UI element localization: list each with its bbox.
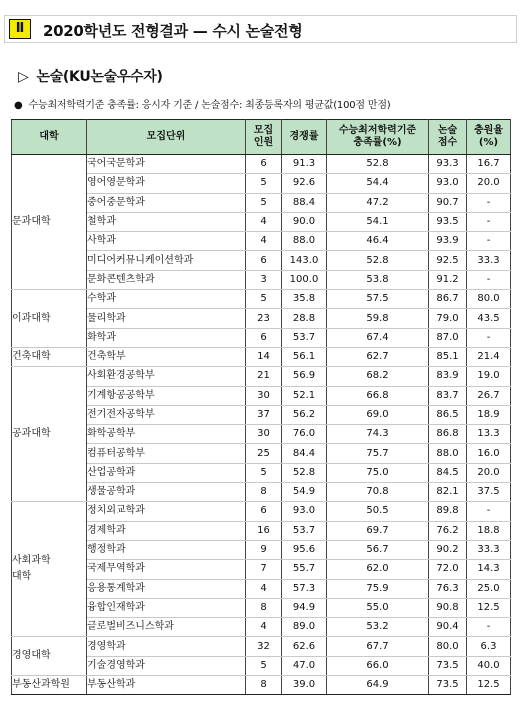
essay-score-cell: 93.5 — [429, 212, 467, 231]
table-row — [12, 328, 511, 347]
competition-cell: 55.7 — [282, 560, 327, 579]
unit-cell: 생물공학과 — [87, 483, 246, 502]
essay-score-cell: 84.5 — [429, 463, 467, 482]
table-row — [12, 386, 511, 405]
csat-rate-cell: 55.0 — [327, 598, 429, 617]
essay-score-cell: 93.0 — [429, 174, 467, 193]
csat-rate-cell: 56.7 — [327, 540, 429, 559]
quota-cell: 14 — [246, 347, 282, 366]
essay-score-cell: 90.8 — [429, 598, 467, 617]
unit-cell: 경영학과 — [87, 637, 246, 656]
unit-cell: 행정학과 — [87, 540, 246, 559]
table-row — [12, 637, 511, 656]
essay-score-cell: 82.1 — [429, 483, 467, 502]
quota-cell: 8 — [246, 483, 282, 502]
waitlist-rate-cell: 80.0 — [467, 290, 511, 309]
unit-cell: 기계항공공학부 — [87, 386, 246, 405]
quota-cell: 6 — [246, 155, 282, 174]
quota-cell: 8 — [246, 598, 282, 617]
waitlist-rate-cell: 18.9 — [467, 405, 511, 424]
unit-cell: 국어국문학과 — [87, 155, 246, 174]
essay-score-cell: 90.7 — [429, 193, 467, 212]
quota-cell: 6 — [246, 502, 282, 521]
unit-cell: 경제학과 — [87, 521, 246, 540]
waitlist-rate-cell: 16.0 — [467, 444, 511, 463]
essay-score-cell: 76.2 — [429, 521, 467, 540]
results-table — [11, 119, 511, 695]
unit-cell: 문화콘텐츠학과 — [87, 270, 246, 289]
essay-score-cell: 73.5 — [429, 656, 467, 675]
unit-cell: 물리학과 — [87, 309, 246, 328]
quota-cell: 4 — [246, 618, 282, 637]
competition-cell: 143.0 — [282, 251, 327, 270]
competition-cell: 76.0 — [282, 425, 327, 444]
bullet-icon: ● — [14, 100, 23, 111]
college-cell: 부동산과학원 — [12, 676, 87, 695]
table-row — [12, 560, 511, 579]
waitlist-rate-cell: 16.7 — [467, 155, 511, 174]
essay-score-cell: 93.9 — [429, 232, 467, 251]
unit-cell: 미디어커뮤니케이션학과 — [87, 251, 246, 270]
table-header-row — [12, 120, 511, 155]
quota-cell: 23 — [246, 309, 282, 328]
table-row — [12, 290, 511, 309]
unit-cell: 사회환경공학부 — [87, 367, 246, 386]
competition-cell: 53.7 — [282, 328, 327, 347]
college-cell: 문과대학 — [12, 155, 87, 290]
table-row — [12, 598, 511, 617]
competition-cell: 62.6 — [282, 637, 327, 656]
waitlist-rate-cell: 13.3 — [467, 425, 511, 444]
csat-rate-cell: 70.8 — [327, 483, 429, 502]
unit-cell: 정치외교학과 — [87, 502, 246, 521]
quota-cell: 5 — [246, 290, 282, 309]
essay-score-cell: 90.2 — [429, 540, 467, 559]
waitlist-rate-cell: 25.0 — [467, 579, 511, 598]
waitlist-rate-cell: - — [467, 212, 511, 231]
unit-cell: 산업공학과 — [87, 463, 246, 482]
competition-cell: 88.4 — [282, 193, 327, 212]
competition-cell: 93.0 — [282, 502, 327, 521]
essay-score-cell: 87.0 — [429, 328, 467, 347]
college-cell: 경영대학 — [12, 637, 87, 676]
table-row — [12, 463, 511, 482]
table-row — [12, 155, 511, 174]
quota-cell: 6 — [246, 328, 282, 347]
section-heading-text: 논술(KU논술우수자) — [36, 69, 163, 85]
csat-rate-cell: 46.4 — [327, 232, 429, 251]
section-heading — [18, 66, 163, 86]
unit-cell: 기술경영학과 — [87, 656, 246, 675]
csat-rate-cell: 53.8 — [327, 270, 429, 289]
table-row — [12, 270, 511, 289]
quota-cell: 5 — [246, 463, 282, 482]
competition-cell: 28.8 — [282, 309, 327, 328]
competition-cell: 53.7 — [282, 521, 327, 540]
csat-rate-cell: 66.8 — [327, 386, 429, 405]
unit-cell: 화학공학부 — [87, 425, 246, 444]
quota-cell: 21 — [246, 367, 282, 386]
essay-score-cell: 76.3 — [429, 579, 467, 598]
table-row — [12, 347, 511, 366]
unit-cell: 수학과 — [87, 290, 246, 309]
waitlist-rate-cell: - — [467, 270, 511, 289]
essay-score-cell: 91.2 — [429, 270, 467, 289]
section-number-badge: Ⅱ — [9, 19, 31, 39]
csat-rate-cell: 75.0 — [327, 463, 429, 482]
csat-rate-cell: 52.8 — [327, 251, 429, 270]
unit-cell: 국제무역학과 — [87, 560, 246, 579]
waitlist-rate-cell: 19.0 — [467, 367, 511, 386]
competition-cell: 89.0 — [282, 618, 327, 637]
header-college: 대학 — [12, 120, 87, 155]
csat-rate-cell: 52.8 — [327, 155, 429, 174]
csat-rate-cell: 69.0 — [327, 405, 429, 424]
unit-cell: 철학과 — [87, 212, 246, 231]
essay-score-cell: 83.9 — [429, 367, 467, 386]
csat-rate-cell: 54.1 — [327, 212, 429, 231]
csat-rate-cell: 66.0 — [327, 656, 429, 675]
header-csat-rate: 수능최저학력기준 충족률(%) — [327, 120, 429, 155]
table-row — [12, 174, 511, 193]
unit-cell: 응용통계학과 — [87, 579, 246, 598]
unit-cell: 건축학부 — [87, 347, 246, 366]
essay-score-cell: 85.1 — [429, 347, 467, 366]
waitlist-rate-cell: 14.3 — [467, 560, 511, 579]
page-title: 2020학년도 전형결과 — 수시 논술전형 — [43, 22, 303, 40]
competition-cell: 88.0 — [282, 232, 327, 251]
waitlist-rate-cell: 40.0 — [467, 656, 511, 675]
table-row — [12, 521, 511, 540]
quota-cell: 4 — [246, 212, 282, 231]
competition-cell: 54.9 — [282, 483, 327, 502]
csat-rate-cell: 54.4 — [327, 174, 429, 193]
table-row — [12, 540, 511, 559]
essay-score-cell: 93.3 — [429, 155, 467, 174]
unit-cell: 사학과 — [87, 232, 246, 251]
competition-cell: 56.2 — [282, 405, 327, 424]
waitlist-rate-cell: 20.0 — [467, 463, 511, 482]
quota-cell: 9 — [246, 540, 282, 559]
competition-cell: 100.0 — [282, 270, 327, 289]
competition-cell: 47.0 — [282, 656, 327, 675]
title-bar — [4, 15, 517, 43]
csat-rate-cell: 53.2 — [327, 618, 429, 637]
quota-cell: 5 — [246, 656, 282, 675]
waitlist-rate-cell: 21.4 — [467, 347, 511, 366]
table-row — [12, 367, 511, 386]
quota-cell: 37 — [246, 405, 282, 424]
table-row — [12, 193, 511, 212]
csat-rate-cell: 75.9 — [327, 579, 429, 598]
quota-cell: 6 — [246, 251, 282, 270]
quota-cell: 32 — [246, 637, 282, 656]
waitlist-rate-cell: 43.5 — [467, 309, 511, 328]
essay-score-cell: 73.5 — [429, 676, 467, 695]
csat-rate-cell: 67.4 — [327, 328, 429, 347]
quota-cell: 5 — [246, 193, 282, 212]
csat-rate-cell: 62.0 — [327, 560, 429, 579]
header-competition: 경쟁률 — [282, 120, 327, 155]
unit-cell: 글로벌비즈니스학과 — [87, 618, 246, 637]
csat-rate-cell: 50.5 — [327, 502, 429, 521]
college-cell: 건축대학 — [12, 347, 87, 366]
waitlist-rate-cell: - — [467, 618, 511, 637]
unit-cell: 부동산학과 — [87, 676, 246, 695]
table-row — [12, 309, 511, 328]
competition-cell: 84.4 — [282, 444, 327, 463]
header-waitlist-rate: 충원율 (%) — [467, 120, 511, 155]
csat-rate-cell: 64.9 — [327, 676, 429, 695]
quota-cell: 30 — [246, 386, 282, 405]
csat-rate-cell: 74.3 — [327, 425, 429, 444]
quota-cell: 5 — [246, 174, 282, 193]
competition-cell: 56.1 — [282, 347, 327, 366]
csat-rate-cell: 67.7 — [327, 637, 429, 656]
unit-cell: 화학과 — [87, 328, 246, 347]
waitlist-rate-cell: - — [467, 502, 511, 521]
table-row — [12, 405, 511, 424]
quota-cell: 30 — [246, 425, 282, 444]
csat-rate-cell: 69.7 — [327, 521, 429, 540]
competition-cell: 35.8 — [282, 290, 327, 309]
table-row — [12, 212, 511, 231]
waitlist-rate-cell: - — [467, 232, 511, 251]
csat-rate-cell: 75.7 — [327, 444, 429, 463]
competition-cell: 52.8 — [282, 463, 327, 482]
csat-rate-cell: 62.7 — [327, 347, 429, 366]
header-essay-score: 논술 점수 — [429, 120, 467, 155]
table-row — [12, 618, 511, 637]
waitlist-rate-cell: 6.3 — [467, 637, 511, 656]
college-cell: 사회과학 대학 — [12, 502, 87, 637]
criteria-note-text: 수능최저학력기준 충족률: 응시자 기준 / 논술점수: 최종등록자의 평균값(100점 만점) — [28, 100, 391, 111]
quota-cell: 4 — [246, 579, 282, 598]
competition-cell: 91.3 — [282, 155, 327, 174]
waitlist-rate-cell: 33.3 — [467, 540, 511, 559]
competition-cell: 52.1 — [282, 386, 327, 405]
table-row — [12, 444, 511, 463]
competition-cell: 57.3 — [282, 579, 327, 598]
csat-rate-cell: 59.8 — [327, 309, 429, 328]
header-unit: 모집단위 — [87, 120, 246, 155]
table-row — [12, 425, 511, 444]
unit-cell: 전기전자공학부 — [87, 405, 246, 424]
waitlist-rate-cell: 37.5 — [467, 483, 511, 502]
essay-score-cell: 88.0 — [429, 444, 467, 463]
waitlist-rate-cell: 26.7 — [467, 386, 511, 405]
essay-score-cell: 90.4 — [429, 618, 467, 637]
csat-rate-cell: 47.2 — [327, 193, 429, 212]
table-row — [12, 483, 511, 502]
csat-rate-cell: 68.2 — [327, 367, 429, 386]
competition-cell: 90.0 — [282, 212, 327, 231]
waitlist-rate-cell: 18.8 — [467, 521, 511, 540]
triangle-right-icon: ▷ — [18, 69, 29, 85]
unit-cell: 영어영문학과 — [87, 174, 246, 193]
essay-score-cell: 83.7 — [429, 386, 467, 405]
quota-cell: 16 — [246, 521, 282, 540]
essay-score-cell: 86.7 — [429, 290, 467, 309]
table-row — [12, 502, 511, 521]
table-row — [12, 232, 511, 251]
quota-cell: 4 — [246, 232, 282, 251]
csat-rate-cell: 57.5 — [327, 290, 429, 309]
table-row — [12, 251, 511, 270]
essay-score-cell: 72.0 — [429, 560, 467, 579]
waitlist-rate-cell: - — [467, 328, 511, 347]
competition-cell: 56.9 — [282, 367, 327, 386]
competition-cell: 39.0 — [282, 676, 327, 695]
header-quota: 모집 인원 — [246, 120, 282, 155]
competition-cell: 95.6 — [282, 540, 327, 559]
waitlist-rate-cell: 12.5 — [467, 598, 511, 617]
college-cell: 이과대학 — [12, 290, 87, 348]
table-row — [12, 656, 511, 675]
waitlist-rate-cell: 12.5 — [467, 676, 511, 695]
competition-cell: 92.6 — [282, 174, 327, 193]
essay-score-cell: 86.5 — [429, 405, 467, 424]
waitlist-rate-cell: 33.3 — [467, 251, 511, 270]
essay-score-cell: 86.8 — [429, 425, 467, 444]
competition-cell: 94.9 — [282, 598, 327, 617]
unit-cell: 컴퓨터공학부 — [87, 444, 246, 463]
quota-cell: 25 — [246, 444, 282, 463]
essay-score-cell: 80.0 — [429, 637, 467, 656]
essay-score-cell: 89.8 — [429, 502, 467, 521]
essay-score-cell: 92.5 — [429, 251, 467, 270]
table-row — [12, 676, 511, 695]
unit-cell: 중어중문학과 — [87, 193, 246, 212]
essay-score-cell: 79.0 — [429, 309, 467, 328]
waitlist-rate-cell: 20.0 — [467, 174, 511, 193]
table-row — [12, 579, 511, 598]
waitlist-rate-cell: - — [467, 193, 511, 212]
criteria-note — [14, 96, 390, 111]
quota-cell: 7 — [246, 560, 282, 579]
quota-cell: 3 — [246, 270, 282, 289]
college-cell: 공과대학 — [12, 367, 87, 502]
quota-cell: 8 — [246, 676, 282, 695]
table-body — [12, 155, 511, 695]
unit-cell: 융합인재학과 — [87, 598, 246, 617]
